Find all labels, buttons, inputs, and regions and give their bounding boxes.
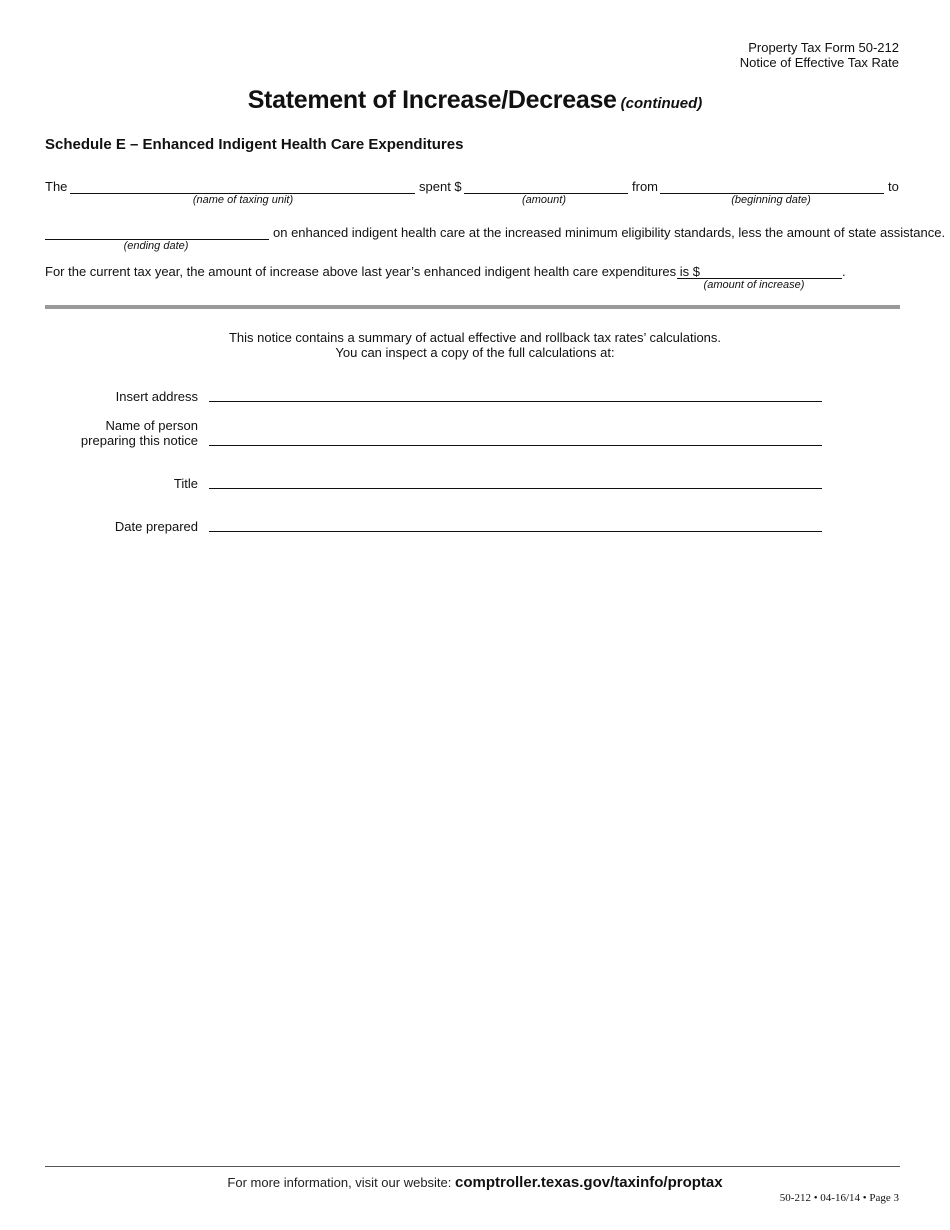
caption-amount: (amount) (521, 194, 567, 206)
form-header (740, 40, 899, 70)
notice-text (0, 330, 950, 360)
caption-ending-date: (ending date) (123, 240, 189, 252)
preparer-label (81, 418, 198, 448)
caption-taxing-unit: (name of taxing unit) (192, 194, 294, 206)
title-main: Statement of Increase/Decrease (247, 86, 617, 114)
footer-prefix: For more information, visit our website: (227, 1175, 452, 1190)
title-suffix: (continued) (620, 95, 703, 112)
notice-line-2: You can inspect a copy of the full calculations at: (335, 345, 615, 360)
insert-address-label: Insert address (115, 389, 198, 404)
line3-text: For the current tax year, the amount of increase above last year’s enhanced indigent health care expenditures is $ (45, 264, 700, 279)
footer-url-link[interactable]: comptroller.texas.gov/taxinfo/proptax (455, 1174, 723, 1191)
footer-divider (45, 1166, 900, 1167)
title-label: Title (173, 476, 198, 491)
preparer-label-line-2: preparing this notice (80, 433, 198, 448)
word-spent: spent $ (419, 179, 462, 194)
notice-line-1: This notice contains a summary of actual effective and rollback tax rates’ calculations. (228, 330, 722, 345)
schedule-heading: Schedule E – Enhanced Indigent Health Care Expenditures (45, 136, 464, 153)
form-number: Property Tax Form 50-212 (748, 40, 899, 55)
caption-amount-increase: (amount of increase) (703, 279, 805, 291)
word-the: The (45, 179, 68, 194)
line3-period: . (842, 264, 846, 279)
caption-beginning-date: (beginning date) (731, 194, 811, 206)
line2-text: on enhanced indigent health care at the increased minimum eligibility standards, less the amount of state assistance. (273, 225, 946, 240)
form-name: Notice of Effective Tax Rate (739, 55, 899, 70)
insert-address-field[interactable] (209, 401, 822, 402)
preparer-label-line-1: Name of person (105, 418, 198, 433)
section-divider (45, 305, 900, 309)
word-to: to (888, 179, 899, 194)
title-field[interactable] (209, 488, 822, 489)
date-prepared-label: Date prepared (114, 519, 198, 534)
word-from: from (632, 179, 658, 194)
page-title (0, 86, 950, 115)
page-identifier: 50-212 • 04-16/14 • Page 3 (779, 1192, 899, 1204)
footer (0, 1174, 950, 1191)
preparer-field[interactable] (209, 445, 822, 446)
date-prepared-field[interactable] (209, 531, 822, 532)
